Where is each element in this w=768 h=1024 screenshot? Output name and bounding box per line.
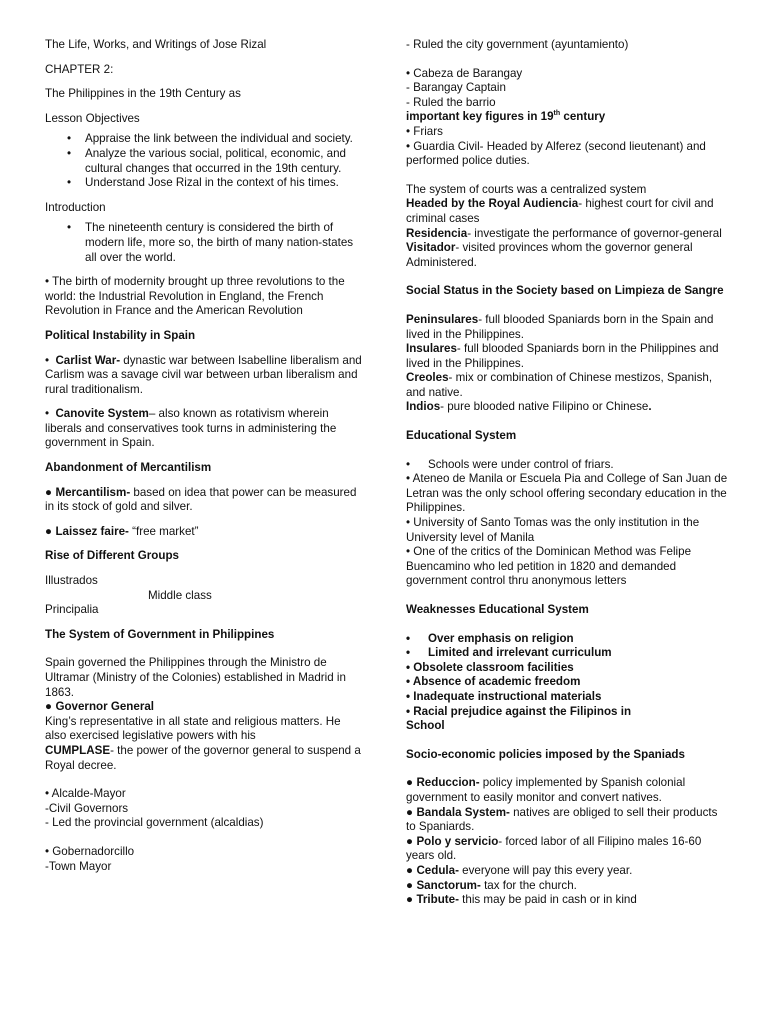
objectives-heading: Lesson Objectives	[45, 111, 140, 125]
education-line: • University of Santo Tomas was the only institution in the University level of Manila	[406, 516, 700, 544]
city-government-line: - Ruled the city government (ayuntamiento)	[406, 38, 629, 51]
alcalde-line: -Civil Governors	[45, 801, 129, 815]
cumplase-text: - the power of the governor general to suspend a Royal decree.	[45, 743, 361, 772]
cumplase-term: CUMPLASE	[45, 743, 111, 757]
objective-item: • Appraise the link between the individual and society.	[67, 132, 363, 147]
revolutions-paragraph: • The birth of modernity brought up three revolutions to the world: the Industrial Revolution in England, the French Revolution in France and the American Revolution	[45, 275, 345, 318]
creoles-line: Creoles- mix or combination of Chinese mestizos, Spanish, and native.	[406, 371, 713, 399]
gobernadorcillo-line: • Gobernadorcillo	[45, 844, 135, 858]
education-bullet: • Schools were under control of friars.	[406, 458, 728, 473]
education-line: • One of the critics of the Dominican Method was Felipe Buencamino who led petition in 1820 and demanded government control thru anonymous letters	[406, 545, 692, 588]
weakness-bullet: • Limited and irrelevant curriculum	[406, 646, 728, 661]
visitador-line: Visitador- visited provinces whom the governor general Administered.	[406, 241, 693, 269]
group-middle-class: Middle class	[148, 588, 212, 602]
weakness-line: • Inadequate instructional materials	[406, 689, 602, 703]
groups-heading: Rise of Different Groups	[45, 549, 179, 563]
canovite-term: Canovite System	[55, 407, 149, 421]
laissez-text: “free market”	[128, 524, 199, 538]
bandala-line: ● Bandala System- natives are obliged to sell their products to Spaniards.	[406, 805, 718, 834]
objective-item: • Understand Jose Rizal in the context of his times.	[67, 176, 363, 191]
government-heading: The System of Government in Philippines	[45, 627, 275, 641]
objective-item: • Analyze the various social, political, economic, and cultural changes that occurred in the 19th century.	[67, 147, 363, 176]
left-column	[45, 38, 363, 874]
chapter-label: CHAPTER 2:	[45, 62, 114, 76]
carlist-term: Carlist War-	[55, 353, 121, 367]
government-paragraph: Spain governed the Philippines through the Ministro de Ultramar (Ministry of the Colonies) established in Madrid in 1863.	[45, 656, 346, 699]
objectives-list	[45, 132, 363, 190]
canovite-text: – also known as rotativism wherein liberals and conservatives took turns in administering the government in Spain.	[45, 407, 337, 450]
weakness-line: • Absence of academic freedom	[406, 675, 581, 689]
laissez-term: Laissez faire-	[55, 524, 129, 538]
residencia-line: Residencia- investigate the performance of governor-general	[406, 226, 722, 240]
polo-line: ● Polo y servicio- forced labor of all Filipino males 16-60 years old.	[406, 834, 702, 863]
mercantilism-text: based on idea that power can be measured in its stock of gold and silver.	[45, 485, 357, 514]
carlist-text: dynastic war between Isabelline liberalism and Carlism was a savage civil war between urban liberalism and rural traditionalism.	[45, 353, 362, 396]
introduction-heading: Introduction	[45, 200, 106, 214]
right-column	[406, 38, 728, 908]
reduccion-line: ● Reduccion- policy implemented by Spanish colonial government to easily monitor and convert natives.	[406, 776, 686, 804]
education-bullet-list	[406, 458, 728, 473]
key-figures-heading: important key figures in 19th century	[406, 110, 606, 124]
education-heading: Educational System	[406, 429, 517, 443]
cabeza-line: - Ruled the barrio	[406, 95, 496, 109]
cedula-line: ● Cedula- everyone will pay this every year.	[406, 863, 633, 877]
canovite-paragraph: • Canovite System– also known as rotativism wherein liberals and conservatives took turns in administering the government in Spain.	[45, 407, 337, 450]
guardia-civil-line: • Guardia Civil- Headed by Alferez (second lieutenant) and performed police duties.	[406, 139, 706, 168]
governor-general-term: Governor General	[55, 700, 155, 714]
insulares-line: Insulares- full blooded Spaniards born in the Philippines and lived in the Philippines.	[406, 342, 719, 370]
chapter-title: The Philippines in the 19th Century as	[45, 87, 241, 101]
courts-line: The system of courts was a centralized system	[406, 182, 647, 196]
sanctorum-line: ● Sanctorum- tax for the church.	[406, 878, 577, 892]
governor-general-line: ● Governor General	[45, 700, 155, 714]
mercantilism-heading: Abandonment of Mercantilism	[45, 461, 212, 475]
group-illustrados: Illustrados	[45, 574, 98, 588]
mercantilism-paragraph: ● Mercantilism- based on idea that power can be measured in its stock of gold and silver.	[45, 485, 357, 514]
tribute-line: ● Tribute- this may be paid in cash or in kind	[406, 893, 637, 907]
peninsulares-line: Peninsulares- full blooded Spaniards born in the Spain and lived in the Philippines.	[406, 312, 714, 341]
group-principalia: Principalia	[45, 603, 99, 617]
weakness-line: • Obsolete classroom facilities	[406, 660, 574, 674]
gobernadorcillo-line: -Town Mayor	[45, 859, 112, 873]
introduction-item: • The nineteenth century is considered the birth of modern life, more so, the birth of many nation-states all over the world.	[67, 221, 363, 265]
friars-line: • Friars	[406, 124, 443, 138]
carlist-paragraph: • Carlist War- dynastic war between Isabelline liberalism and Carlism was a savage civil war between urban liberalism and rural traditionalism.	[45, 353, 362, 396]
political-heading: Political Instability in Spain	[45, 328, 196, 342]
laissez-paragraph: ● Laissez faire- “free market”	[45, 524, 199, 538]
weaknesses-heading: Weaknesses Educational System	[406, 603, 589, 616]
alcalde-line: - Led the provincial government (alcaldias)	[45, 816, 264, 830]
cabeza-line: - Barangay Captain	[406, 81, 506, 95]
governor-paragraph	[45, 715, 363, 773]
mercantilism-term: Mercantilism-	[55, 485, 131, 499]
social-status-heading: Social Status in the Society based on Limpieza de Sangre	[406, 284, 724, 298]
governor-text: King’s representative in all state and religious matters. He also exercised legislative powers with his	[45, 714, 341, 743]
indios-line: Indios- pure blooded native Filipino or Chinese.	[406, 400, 652, 414]
weakness-bullet: • Over emphasis on religion	[406, 632, 728, 647]
alcalde-line: • Alcalde-Mayor	[45, 787, 126, 801]
audiencia-line: Headed by the Royal Audiencia- highest court for civil and criminal cases	[406, 197, 714, 225]
weakness-line: • Racial prejudice against the Filipinos in School	[406, 704, 632, 733]
cabeza-line: • Cabeza de Barangay	[406, 66, 523, 80]
education-line: • Ateneo de Manila or Escuela Pia and College of San Juan de Letran was the only school offering secondary education in the Philippines.	[406, 472, 728, 515]
socio-economic-heading: Socio-economic policies imposed by the Spaniads	[406, 747, 685, 761]
introduction-list	[45, 221, 363, 265]
document-title: The Life, Works, and Writings of Jose Rizal	[45, 38, 267, 51]
weaknesses-bullet-list	[406, 632, 728, 661]
